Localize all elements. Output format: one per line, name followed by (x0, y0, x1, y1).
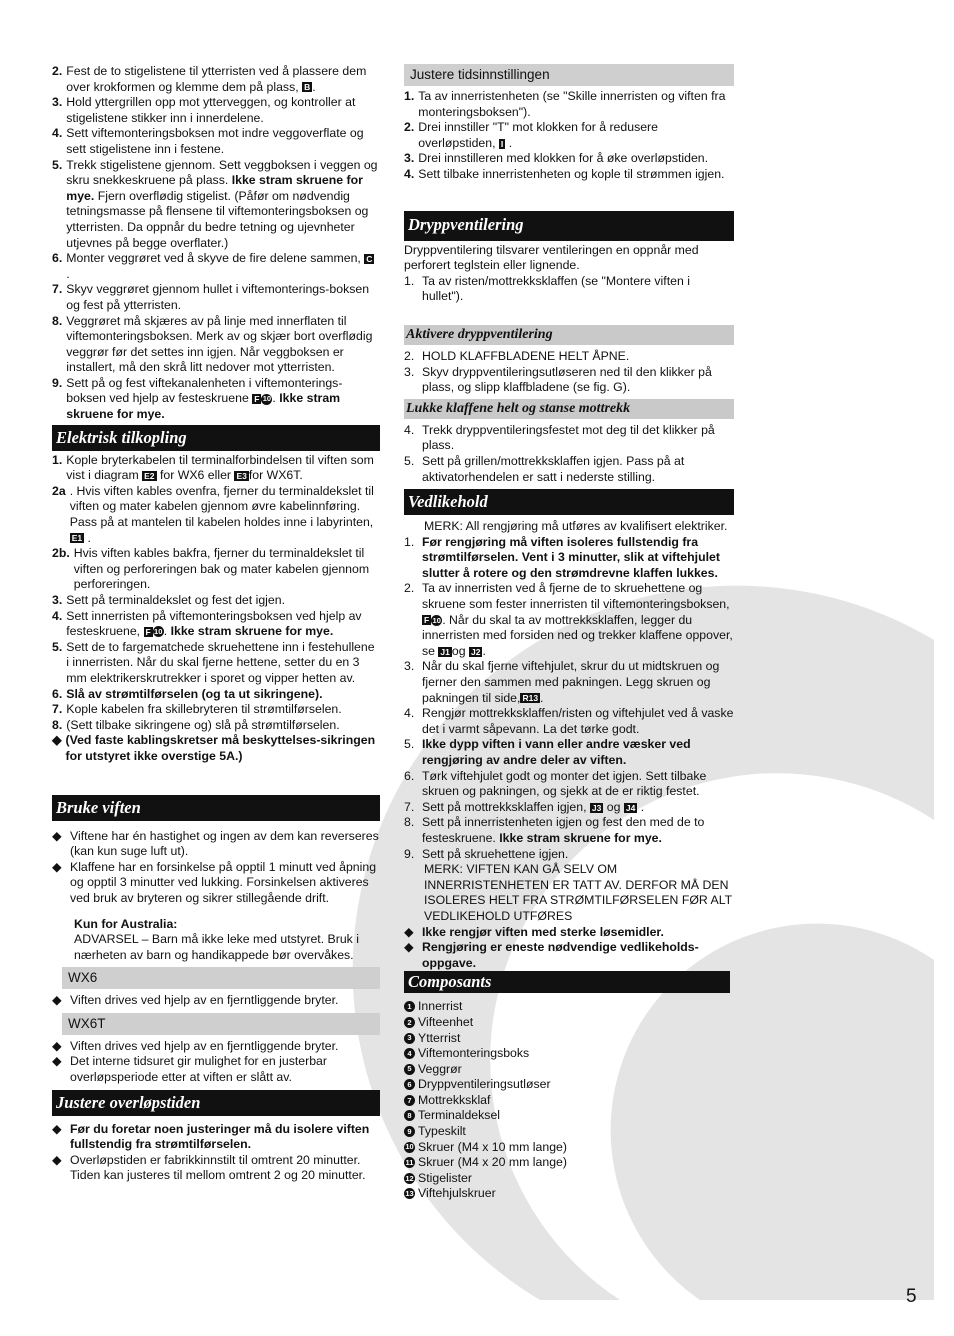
text: . (272, 391, 280, 406)
composant-label: Viftemonteringsboks (418, 1046, 530, 1061)
wx6t-bullet-item (52, 1054, 380, 1085)
elektrisk-step-item (52, 484, 380, 546)
composant-label: Mottrekksklaf (418, 1092, 491, 1107)
step-text (70, 484, 380, 546)
composant-item (404, 1015, 734, 1031)
text: . (505, 135, 513, 150)
step-text (422, 769, 734, 800)
text: . Når du skal ta av mottrekksklaffen, legger du innerristen med forsiden ned og trekker klaffene oppover, se (422, 612, 733, 658)
step-text (66, 640, 380, 687)
figure-reference-label: F (424, 615, 430, 626)
section-header-composants: Composants (404, 971, 730, 993)
step-number: 8. (52, 313, 63, 328)
text: Tørk viftehjulet godt og monter det igjen. Sett tilbake skruen og pakningen, og sjekk at de er riktig festet. (422, 768, 707, 799)
part-number-badge: 11 (405, 1157, 414, 1167)
elektrisk-step-item (52, 640, 380, 687)
vedlikehold-step-item (404, 769, 734, 800)
wx6t-bullet-item (52, 1039, 380, 1055)
step-text (66, 95, 380, 126)
section-header-justere: Justere overløpstiden (52, 1090, 380, 1116)
figure-reference-label: J4 (625, 802, 636, 813)
figure-reference-label: J1 (440, 646, 450, 657)
text: Sett på skruehettene igjen. (422, 846, 569, 861)
tids-step-item (404, 120, 734, 151)
text: for WX6 eller (156, 468, 235, 483)
step-number: 5. (404, 737, 415, 752)
composant-label: Viftehjulskruer (418, 1186, 496, 1201)
step-number: 3. (404, 659, 415, 674)
bold-text: Ikke stram skruene for mye. (499, 830, 662, 845)
step-text (422, 365, 734, 396)
australia-heading: Kun for Australia: (74, 916, 178, 931)
section-subheader-lukke: Lukke klaffene helt og stanse mottrekk (404, 399, 734, 419)
drypp-step-1: 1. Ta av risten/mottrekksklaffen (se "Montere viften i hullet"). (404, 273, 690, 304)
step-number: 2. (404, 581, 415, 596)
step-number: 4. (404, 422, 415, 437)
step-number: 4. (52, 608, 63, 623)
bold-text: (Ved faste kablingskretser må beskyttelses-sikringen for utstyret ikke overstige 5A.) (65, 733, 376, 763)
part-number-badge: 10 (262, 394, 272, 404)
install-step-item (52, 95, 380, 126)
text: Sett viftemonteringsboksen mot indre veggoverflate og sett stigelistene inn i festene. (66, 126, 364, 156)
step-text (74, 546, 380, 593)
composant-label: Veggrør (418, 1061, 462, 1076)
vedlikehold-step-item (404, 800, 734, 816)
elektrisk-step-item (52, 718, 380, 734)
text: for WX6T. (248, 468, 303, 483)
bruke-bullets (52, 829, 380, 907)
step-number: 9. (404, 846, 415, 861)
part-number-badge: 3 (404, 1033, 415, 1044)
text: og (603, 799, 624, 814)
bullet-text: Ikke rengjør viften med sterke løsemidler. (422, 924, 664, 939)
justere-bullet: ◆ Overløpstiden er fabrikkinnstilt til omtrent 20 minutter. Tiden kan justeres til mellom omtrent 2 og 20 minutter. (52, 1152, 366, 1183)
part-number-badge: 10 (432, 615, 441, 625)
part-number-badge: 2 (404, 1017, 415, 1028)
bullet-diamond-icon: ◆ (404, 924, 414, 939)
step-text (66, 314, 380, 376)
vedlikehold-bullet-item (404, 940, 734, 971)
elektrisk-step-item (52, 593, 380, 609)
step-text (66, 251, 380, 282)
step-number: 1. (404, 534, 415, 549)
part-number-badge: 10 (405, 1142, 414, 1152)
part-number-badge: 8 (404, 1110, 415, 1121)
composant-item (404, 1108, 734, 1124)
figure-reference-label: R13 (522, 693, 539, 704)
aktivere-step-item (404, 365, 734, 396)
section-subheader-aktivere: Aktivere dryppventilering (404, 325, 734, 345)
section-header-elektrisk: Elektrisk tilkopling (52, 425, 380, 451)
composant-label: Stigelister (418, 1170, 472, 1185)
step-text (65, 733, 380, 764)
bullet-diamond-icon: ◆ (52, 1038, 62, 1053)
bullet-diamond-icon: ◆ (52, 859, 62, 874)
step-text (66, 593, 380, 609)
vedlikehold-steps (404, 535, 734, 862)
step-number: 3. (404, 151, 415, 166)
step-text (418, 151, 734, 167)
lukke-steps (404, 423, 734, 485)
text: Trekk stigelistene gjennom. Sett veggboksen i veggen og skru snekkeskruene på plass. (66, 157, 378, 188)
vedlikehold-bullet-item (404, 925, 734, 941)
vedlikehold-step-item (404, 815, 734, 846)
aktivere-step-item (404, 349, 734, 365)
elektrisk-steps (52, 453, 380, 765)
step-text (418, 89, 734, 120)
step-number: 6. (52, 251, 63, 266)
text: Trekk dryppventileringsfestet mot deg til det klikker på plass. (422, 422, 715, 453)
step-number: 7. (52, 702, 63, 717)
composant-label: Typeskilt (418, 1124, 466, 1139)
step-number: 3. (52, 95, 63, 110)
vedlikehold-step-item (404, 659, 734, 706)
text: Veggrøret må skjæres av på linje med innerflaten til viftemonteringsboksen. Merk av og skjær bort overflødig veggrør før det settes inn igjen. Når veggboksen er installert, må den skrå litt nedover mot ytterristen. (66, 313, 373, 375)
step-number: 3. (404, 364, 415, 379)
composant-item (404, 1124, 734, 1140)
figure-reference-label: B (304, 82, 311, 93)
text: Sett på mottrekksklaffen igjen, (422, 799, 590, 814)
composant-item (404, 1062, 734, 1078)
step-text (66, 158, 380, 252)
step-number: 4. (52, 126, 63, 141)
australia-text: ADVARSEL – Barn må ikke leke med utstyret. Bruk i nærheten av barn og handikappede bør overvåkes. (74, 932, 359, 962)
composant-label: Terminaldeksel (418, 1108, 501, 1123)
right-column (404, 64, 734, 1202)
step-text (66, 687, 380, 703)
composants-list (404, 999, 734, 1202)
lukke-step-item (404, 423, 734, 454)
step-number: 2. (52, 64, 63, 78)
vedlikehold-step-item (404, 581, 734, 659)
bold-text: Slå av strømtilførselen (og ta ut sikringene). (66, 686, 323, 701)
bruke-bullet-item (52, 860, 380, 907)
figure-reference-label: I (500, 138, 504, 149)
tids-step-item (404, 89, 734, 120)
vedlikehold-caps-note: MERK: VIFTEN KAN GÅ SELV OM INNERRISTENHETEN ER TATT AV. DERFOR MÅ DEN ISOLERES HELT FRA STRØMTILFØRSELEN FØR ALT VEDLIKEHOLD UTFØRES (424, 862, 732, 923)
figure-reference-label: J3 (591, 802, 602, 813)
text: Ta av innerristen ved å fjerne de to skruehettene og skruene som fester innerristen til viftemonteringsboksen, (422, 581, 730, 612)
install-step-item (52, 251, 380, 282)
part-number-badge: 1 (404, 1001, 415, 1012)
step-number: 5. (52, 157, 63, 172)
elektrisk-step-item (52, 609, 380, 640)
section-header-vedlikehold: Vedlikehold (404, 489, 734, 515)
step-text (422, 659, 734, 706)
justere-bullet-warning: ◆ Før du foretar noen justeringer må du isolere viften fullstendig fra strømtilførselen. (52, 1121, 370, 1152)
composant-label: Skruer (M4 x 10 mm lange) (418, 1139, 567, 1154)
text: . (312, 79, 316, 94)
install-step-item (52, 314, 380, 376)
figure-reference-label: E3 (236, 471, 247, 481)
lukke-step-item (404, 454, 734, 485)
composant-label: Innerrist (418, 999, 463, 1014)
text: Sett innerristen på viftemonteringsboksen ved hjelp av festeskruene, (66, 608, 362, 639)
step-number: ◆ (52, 733, 62, 748)
wx6t-bullets (52, 1039, 380, 1086)
step-text (66, 702, 380, 718)
step-number: 9. (52, 375, 63, 390)
text: (Sett tilbake sikringene og) slå på strømtilførselen. (66, 717, 340, 732)
step-number: 2b. (52, 546, 70, 561)
bullet-diamond-icon: ◆ (404, 940, 414, 955)
wx6t-label: WX6T (62, 1013, 380, 1035)
step-number: 1. (52, 452, 63, 467)
part-number-badge: 4 (404, 1048, 415, 1059)
composant-label: Skruer (M4 x 20 mm lange) (418, 1155, 567, 1170)
composant-label: Ytterrist (418, 1030, 461, 1045)
vedlikehold-step-item (404, 706, 734, 737)
part-number-badge: 6 (404, 1079, 415, 1090)
vedlikehold-bullets (404, 925, 734, 972)
step-number: 8. (404, 815, 415, 830)
bold-text: Ikke dypp viften i vann eller andre væsker ved rengjøring av andre deler av viften. (422, 737, 691, 767)
bold-text: Ikke stram skruene for mye. (170, 624, 334, 639)
step-text (66, 453, 380, 484)
step-text (418, 167, 734, 183)
text: Sett på innerristenheten igjen og fest den med de to festeskruene. (422, 815, 705, 845)
bold-text: Ikke stram skruene for mye. (66, 391, 341, 422)
figure-reference-label: C (366, 253, 373, 264)
section-header-bruke: Bruke viften (52, 795, 380, 821)
vedlikehold-step-item (404, 535, 734, 582)
elektrisk-step-item (52, 453, 380, 484)
text: Sett de to fargematchede skruehettene inn i festehullene i innerristen. Når du skal fjerne hettene, setter du en 3 mm elektrikerskrutrekker i sporet og vipper hetten av. (66, 639, 375, 685)
step-number: 4. (404, 166, 415, 181)
part-number-badge: 12 (405, 1173, 414, 1183)
composant-label: Dryppventileringsutløser (418, 1077, 551, 1092)
tids-step-item (404, 167, 734, 183)
text: Rengjør mottrekksklaffen/risten og viftehjulet ved å vaske det i varmt såpevann. La det tørke godt. (422, 706, 734, 736)
elektrisk-step-item (52, 546, 380, 593)
step-number: 7. (404, 799, 415, 814)
install-step-item (52, 158, 380, 252)
bullet-text: Rengjøring er eneste nødvendige vedlikeholds-oppgave. (422, 940, 699, 970)
step-text (422, 349, 734, 365)
text: Ta av innerristenheten (se "Skille innerristen og viften fra monteringsboksen"). (418, 89, 726, 119)
step-number: 6. (404, 768, 415, 783)
step-text (66, 718, 380, 734)
install-step-item (52, 282, 380, 313)
text: Drei innstilleren med klokken for å øke overløpstiden. (418, 151, 709, 166)
composant-label: Vifteenhet (418, 1014, 474, 1029)
text: Sett tilbake innerristenheten og kople til strømmen igjen. (418, 166, 725, 181)
composant-item (404, 1031, 734, 1047)
bold-text: Ikke stram skruene for mye. (66, 173, 363, 203)
text: . (84, 530, 91, 545)
wx6-bullet: ◆ Viften drives ved hjelp av en fjerntliggende bryter. (52, 993, 339, 1008)
step-number: 7. (52, 282, 63, 297)
bullet-diamond-icon: ◆ (52, 828, 62, 843)
figure-reference-label: J2 (470, 646, 481, 657)
step-text (422, 847, 734, 863)
step-number: 6. (52, 686, 63, 701)
part-number-badge: 13 (405, 1189, 414, 1199)
bullet-text: Klaffene har en forsinkelse på opptil 1 minutt ved åpning og opptil 3 minutter ved lukking. Forsinkelsen aktiveres ved bruk av bryteren og sikrer stillegående drift. (70, 859, 377, 905)
step-text (422, 454, 734, 485)
tids-steps (404, 89, 734, 183)
composant-item (404, 1140, 734, 1156)
text: Når du skal fjerne viftehjulet, skrur du ut midtskruen og fjerner den sammen med pakningen. Legg skruen og pakningen til side, (422, 659, 720, 705)
section-header-drypp: Dryppventilering (404, 211, 734, 241)
bullet-diamond-icon: ◆ (52, 1054, 62, 1069)
figure-reference-label: F (254, 394, 260, 405)
step-number: 5. (52, 639, 63, 654)
text: Sett på og fest viftekanalenheten i viftemonterings-boksen ved hjelp av festeskruene (66, 375, 343, 406)
drypp-intro: Dryppventilering tilsvarer ventileringen en oppnår med perforert teglstein eller lignende. (404, 242, 699, 273)
text: HOLD KLAFFBLADENE HELT ÅPNE. (422, 348, 630, 363)
step-text (66, 376, 380, 423)
text: Sett på grillen/mottrekksklaffen igjen. Pass på at aktivatorhendelen er satt i nederste stilling. (422, 453, 685, 484)
text: Hold yttergrillen opp mot ytterveggen, og kontroller at stigelistene stikker inn i innerdelene. (66, 95, 356, 125)
composant-item (404, 1155, 734, 1171)
step-number: 2a (52, 483, 66, 498)
bullet-text: Det interne tidsuret gir mulighet for en justerbar overløpsperiode etter at viften er slått av. (70, 1054, 327, 1085)
step-text (66, 609, 380, 640)
step-text (66, 126, 380, 157)
composant-item (404, 1186, 734, 1202)
step-number: 4. (404, 706, 415, 721)
figure-reference-label: E2 (144, 471, 155, 481)
text: og (451, 643, 469, 658)
text: . (482, 643, 486, 658)
composant-item (404, 1046, 734, 1062)
figure-reference-label: F (145, 626, 151, 637)
aktivere-steps (404, 349, 734, 396)
step-text (66, 64, 380, 95)
step-text (66, 282, 380, 313)
page-number: 5 (906, 1286, 917, 1307)
composant-item (404, 1077, 734, 1093)
step-text (422, 706, 734, 737)
text: Kople bryterkabelen til terminalforbindelsen til viften som vist i diagram (66, 452, 374, 483)
composant-item (404, 1171, 734, 1187)
step-number: 3. (52, 593, 63, 607)
text: Hvis viften kables bakfra, fjerner du terminaldekslet til viften og perforeringen bak og mater kabelen gjennom perforeringen. (73, 546, 370, 592)
install-step-item (52, 64, 380, 95)
bruke-bullet-item (52, 829, 380, 860)
text: . (163, 624, 171, 639)
vedlikehold-note: MERK: All rengjøring må utføres av kvalifisert elektriker. (424, 519, 728, 534)
step-text (422, 815, 734, 846)
step-text (422, 423, 734, 454)
step-number: 8. (52, 717, 63, 732)
step-text (422, 737, 734, 768)
bullet-text: Viften drives ved hjelp av en fjerntliggende bryter. (70, 1038, 339, 1053)
text: . Hvis viften kables ovenfra, fjerner du terminaldekslet til viften og mater kabelen gjennom øvre kabelinnføring. Pass på at mantelen til kabelen holdes inne i labyrinten, (69, 483, 374, 530)
elektrisk-step-item (52, 702, 380, 718)
install-steps (52, 64, 380, 423)
tids-step-item (404, 151, 734, 167)
step-text (418, 120, 734, 151)
elektrisk-step-item (52, 687, 380, 703)
elektrisk-step-item (52, 733, 380, 764)
step-number: 2. (404, 120, 415, 135)
wx6-label: WX6 (62, 967, 380, 989)
text: Kople kabelen fra skillebryteren til strømtilførselen. (66, 702, 342, 717)
step-number: 2. (404, 348, 415, 363)
step-text (422, 535, 734, 582)
step-number: 5. (404, 453, 415, 468)
section-header-tids: Justere tidsinnstillingen (404, 64, 734, 86)
install-step-item (52, 126, 380, 157)
part-number-badge: 7 (404, 1095, 415, 1106)
composant-item (404, 1093, 734, 1109)
text: . (66, 266, 70, 281)
step-number: 1. (404, 89, 415, 103)
vedlikehold-step-item (404, 847, 734, 863)
composant-item (404, 999, 734, 1015)
text: Sett på terminaldekslet og fest det igjen. (66, 593, 286, 607)
part-number-badge: 9 (404, 1126, 415, 1137)
install-step-item (52, 376, 380, 423)
text: . (540, 690, 544, 705)
text: . (637, 799, 645, 814)
step-text (422, 581, 734, 659)
text: Monter veggrøret ved å skyve de fire delene sammen, (66, 251, 365, 266)
step-text (422, 800, 734, 816)
text: Fjern overflødig stigelist. (Påfør om nødvendig tetningsmasse på flensene til viftemonteringsboksen og ytterristen. Da oppnår du bedre tetning og ujevnheter utjevnes på begge overflater.) (66, 188, 369, 250)
part-number-badge: 5 (404, 1064, 415, 1075)
part-number-badge: 10 (154, 627, 163, 637)
figure-reference-label: E1 (71, 533, 83, 544)
text: Skyv veggrøret gjennom hullet i viftemonterings-boksen og fest på ytterristen. (66, 282, 370, 312)
text: Drei innstiller "T" mot klokken for å redusere overløpstiden, (418, 120, 658, 150)
text: Skyv dryppventileringsutløseren ned til den klikker på plass, og slipp klaffbladene (se fig. G). (422, 364, 712, 395)
bold-text: Før rengjøring må viften isoleres fullstendig fra strømtilførselen. Vent i 3 minutter, slik at viftehjulet slutter å rotere og den strømdrevne klaffen lukkes. (422, 534, 720, 580)
bullet-text: Viftene har én hastighet og ingen av dem kan reverseres (kan kun suge luft ut). (70, 828, 379, 859)
text: Fest de to stigelistene til ytterristen ved å plassere dem over krokformen og klemme dem på plass, (66, 64, 367, 94)
left-column (52, 64, 380, 1184)
vedlikehold-step-item (404, 737, 734, 768)
